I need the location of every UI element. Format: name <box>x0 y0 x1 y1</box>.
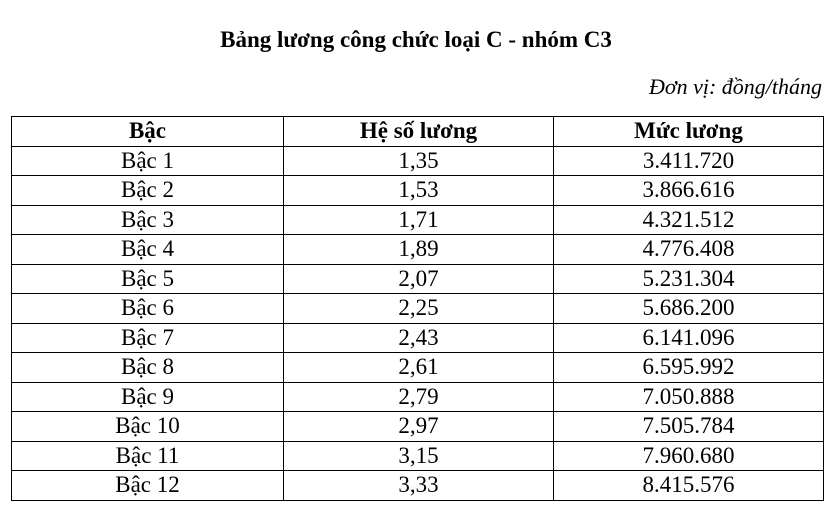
coefficient-cell: 2,79 <box>284 382 554 412</box>
grade-cell: Bậc 7 <box>12 323 284 353</box>
table-row <box>12 235 824 265</box>
salary-cell: 6.595.992 <box>554 353 824 383</box>
grade-cell: Bậc 2 <box>12 176 284 206</box>
salary-cell: 5.686.200 <box>554 294 824 324</box>
coefficient-cell: 2,07 <box>284 264 554 294</box>
coefficient-cell: 1,35 <box>284 146 554 176</box>
salary-cell: 7.505.784 <box>554 412 824 442</box>
unit-note: Đơn vị: đồng/tháng <box>648 74 822 99</box>
table-row <box>12 294 824 324</box>
table-row <box>12 471 824 501</box>
salary-cell: 3.866.616 <box>554 176 824 206</box>
table-row <box>12 382 824 412</box>
grade-cell: Bậc 4 <box>12 235 284 265</box>
coefficient-cell: 3,33 <box>284 471 554 501</box>
grade-cell: Bậc 12 <box>12 471 284 501</box>
table-row <box>12 176 824 206</box>
table-row <box>12 412 824 442</box>
salary-cell: 4.776.408 <box>554 235 824 265</box>
column-header-coefficient: Hệ số lương <box>284 117 554 147</box>
coefficient-cell: 1,71 <box>284 205 554 235</box>
grade-cell: Bậc 10 <box>12 412 284 442</box>
column-header-salary: Mức lương <box>554 117 824 147</box>
coefficient-cell: 2,43 <box>284 323 554 353</box>
grade-cell: Bậc 9 <box>12 382 284 412</box>
salary-cell: 7.050.888 <box>554 382 824 412</box>
table-row <box>12 323 824 353</box>
table-row <box>12 264 824 294</box>
table-row <box>12 205 824 235</box>
grade-cell: Bậc 11 <box>12 441 284 471</box>
table-body <box>12 146 824 500</box>
table-row <box>12 441 824 471</box>
coefficient-cell: 1,53 <box>284 176 554 206</box>
coefficient-cell: 1,89 <box>284 235 554 265</box>
grade-cell: Bậc 8 <box>12 353 284 383</box>
coefficient-cell: 3,15 <box>284 441 554 471</box>
salary-table <box>11 116 824 501</box>
salary-cell: 8.415.576 <box>554 471 824 501</box>
salary-cell: 7.960.680 <box>554 441 824 471</box>
table-header-row <box>12 117 824 147</box>
grade-cell: Bậc 3 <box>12 205 284 235</box>
salary-cell: 3.411.720 <box>554 146 824 176</box>
grade-cell: Bậc 5 <box>12 264 284 294</box>
salary-cell: 5.231.304 <box>554 264 824 294</box>
coefficient-cell: 2,97 <box>284 412 554 442</box>
coefficient-cell: 2,25 <box>284 294 554 324</box>
grade-cell: Bậc 1 <box>12 146 284 176</box>
table-row <box>12 353 824 383</box>
coefficient-cell: 2,61 <box>284 353 554 383</box>
grade-cell: Bậc 6 <box>12 294 284 324</box>
table-row <box>12 146 824 176</box>
column-header-grade: Bậc <box>12 117 284 147</box>
document-title: Bảng lương công chức loại C - nhóm C3 <box>220 27 612 52</box>
salary-cell: 4.321.512 <box>554 205 824 235</box>
salary-cell: 6.141.096 <box>554 323 824 353</box>
